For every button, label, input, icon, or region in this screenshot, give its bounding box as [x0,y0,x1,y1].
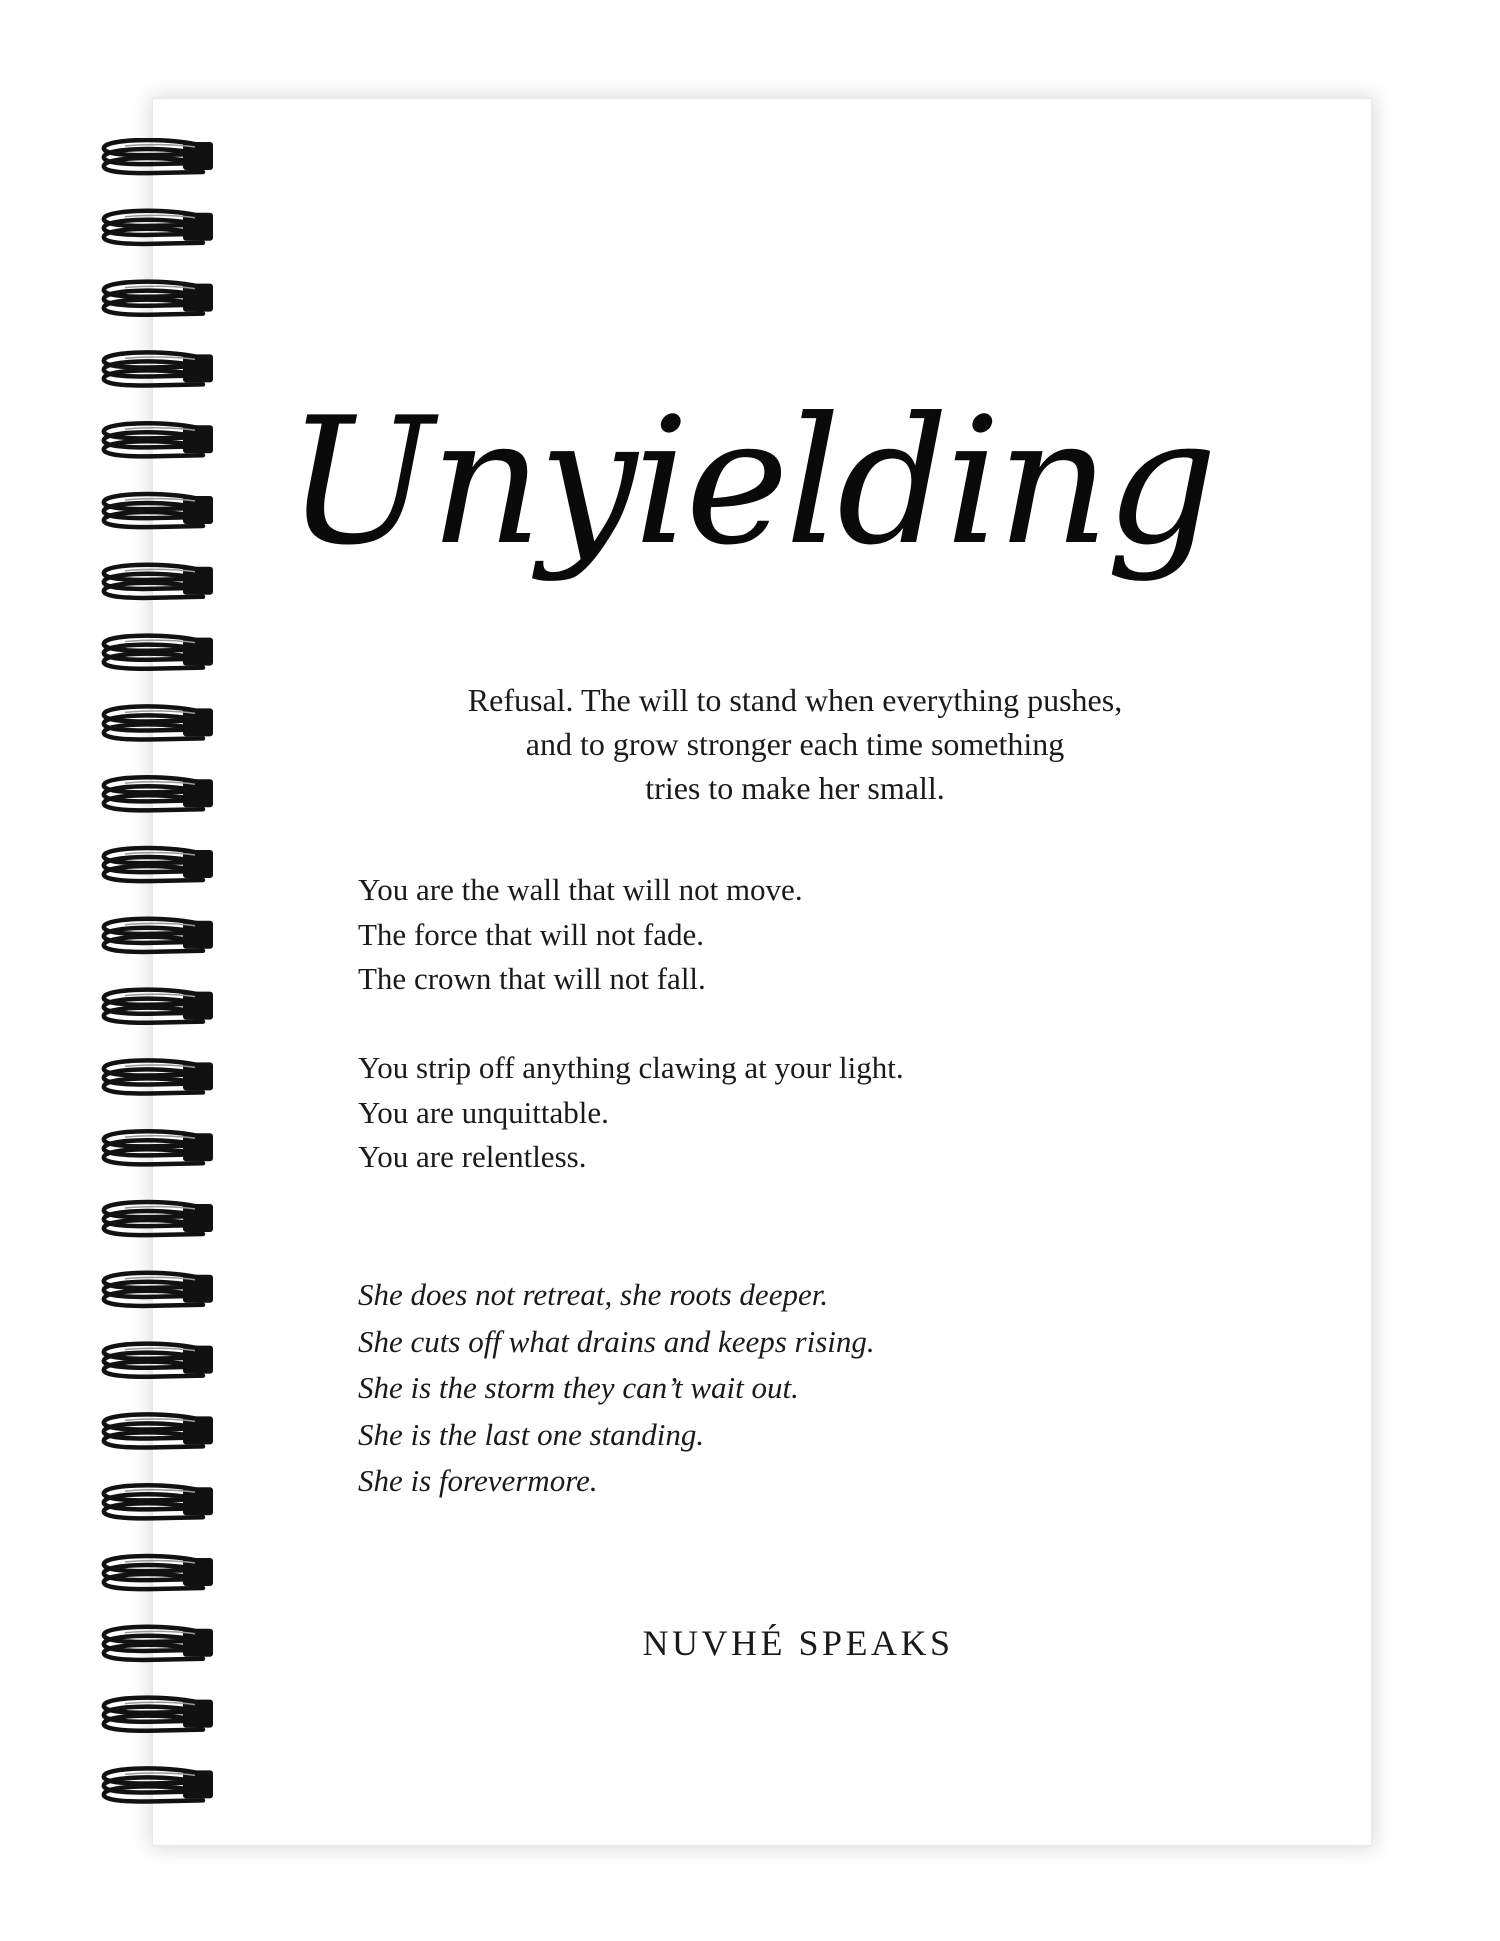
poem-line: She is forevermore. [358,1463,598,1498]
poem-line: You are relentless. [358,1139,587,1174]
spiral-ring-icon [104,1556,213,1589]
spiral-ring-icon [104,211,213,244]
spiral-ring-icon [104,1202,213,1235]
spiral-ring-icon [104,1344,213,1377]
spiral-ring-icon [104,1485,213,1518]
spiral-ring-icon [104,706,213,739]
spiral-ring-icon [104,1273,213,1306]
page-title: Unyielding [286,381,1214,584]
poem-line: She does not retreat, she roots deeper. [358,1277,829,1312]
poem-line: You are unquittable. [358,1094,609,1130]
subtitle [300,678,1290,810]
spiral-ring-icon [104,848,213,881]
spiral-binding-icon [95,138,230,1838]
stanza-2 [358,1046,1258,1180]
spiral-ring-icon [104,919,213,952]
poem-line: You are the wall that will not move. [358,872,803,907]
spiral-ring-icon [104,1131,213,1164]
spiral-ring-icon [104,1698,213,1731]
spiral-ring-icon [104,1060,213,1093]
subtitle-line: Refusal. The will to stand when everything pushes, [467,682,1123,718]
spiral-ring-icon [104,1414,213,1447]
spiral-ring-icon [104,140,213,173]
spiral-ring-icon [104,1768,213,1801]
poem-line: She is the last one standing. [358,1416,705,1452]
stanza-3-italic [358,1272,1258,1505]
poem-line: The crown that will not fall. [358,961,706,996]
poem-line: You strip off anything clawing at your light. [358,1050,904,1085]
poem-line: The force that will not fade. [358,916,705,952]
stanza-1 [358,868,1258,1002]
spiral-ring-icon [104,282,213,315]
spiral-ring-icon [104,777,213,810]
author-signature: NUVHÉ SPEAKS [642,1623,954,1663]
subtitle-line: and to grow stronger each time something [525,726,1065,762]
spiral-ring-icon [104,636,213,669]
poem-line: She is the storm they can’t wait out. [358,1370,799,1405]
spiral-ring-icon [104,352,213,385]
subtitle-line: tries to make her small. [645,770,945,806]
poem-line: She cuts off what drains and keeps rising. [358,1323,875,1359]
spiral-ring-icon [104,990,213,1023]
